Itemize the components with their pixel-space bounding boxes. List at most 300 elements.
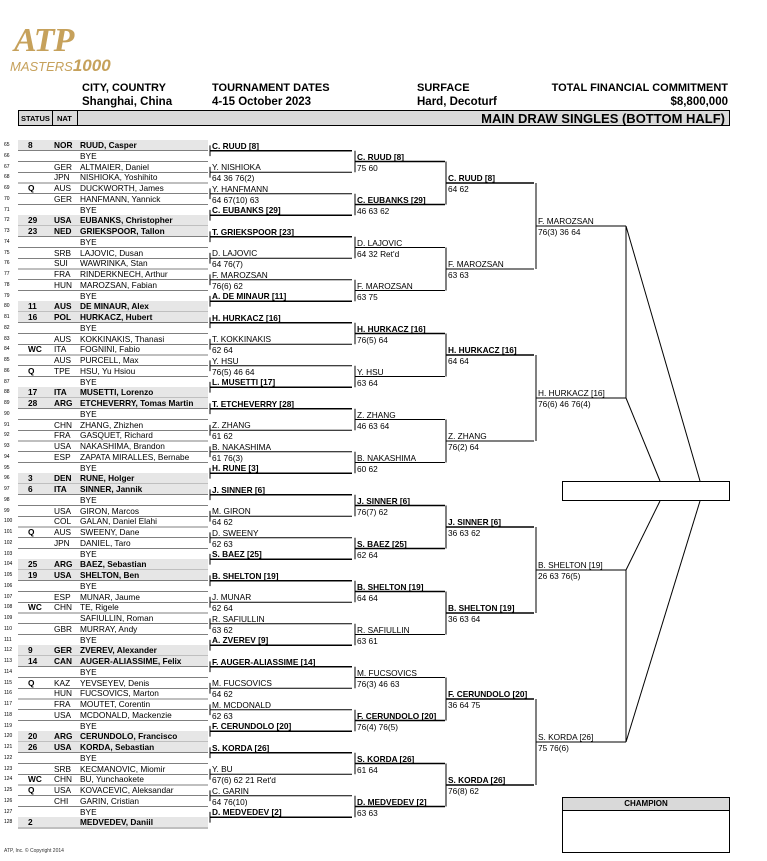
nationality: GER	[54, 645, 72, 656]
match-score: 63 62	[212, 624, 233, 635]
draw-position: 103	[4, 550, 13, 557]
nationality: HUN	[54, 279, 72, 290]
draw-row	[4, 441, 208, 451]
winner-name: Z. ZHANG	[212, 420, 251, 431]
draw-row	[4, 516, 208, 527]
nationality: SRB	[54, 247, 72, 258]
seed-status: WC	[28, 774, 42, 785]
match-score: 64 62	[212, 517, 233, 528]
player-name: BYE	[80, 204, 97, 215]
player-name: BYE	[80, 290, 97, 301]
nationality: ESP	[54, 451, 71, 462]
winner-name: D. SWEENY	[212, 527, 259, 538]
draw-position: 94	[4, 453, 10, 460]
winner-name: C. RUUD [8]	[448, 173, 496, 183]
player-name: DANIEL, Taro	[80, 537, 131, 548]
player-name: BYE	[80, 150, 97, 161]
winner-name: D. LAJOVIC	[357, 237, 403, 248]
player-name: GASQUET, Richard	[80, 430, 153, 441]
player-name: PURCELL, Max	[80, 355, 139, 365]
nationality: ARG	[54, 398, 73, 408]
winner-name: Z. ZHANG	[448, 431, 487, 441]
player-name: BYE	[80, 752, 97, 763]
draw-row	[4, 720, 208, 731]
winner-name: J. MUNAR	[212, 592, 252, 603]
draw-position: 79	[4, 292, 10, 299]
winner-name: M. MCDONALD	[212, 699, 272, 710]
player-name: CERUNDOLO, Francisco	[80, 731, 178, 742]
draw-row	[4, 548, 208, 559]
winner-name: B. NAKASHIMA	[212, 441, 272, 452]
draw-position: 105	[4, 572, 13, 578]
player-name: GARIN, Cristian	[80, 795, 140, 806]
nationality: FRA	[54, 699, 71, 709]
player-name: MURRAY, Andy	[80, 623, 138, 634]
winner-name: B. SHELTON [19]	[538, 560, 603, 570]
draw-position: 100	[4, 518, 13, 525]
player-name: BYE	[80, 494, 97, 505]
bracket-line	[626, 501, 700, 742]
match-score: 67(6) 62 21 Ret'd	[212, 775, 276, 786]
draw-position: 108	[4, 604, 13, 611]
player-name: RUUD, Casper	[80, 140, 137, 150]
draw-position: 115	[4, 679, 12, 686]
winner-name: L. MUSETTI [17]	[212, 377, 276, 388]
nationality: CAN	[54, 656, 72, 666]
nationality: AUS	[54, 527, 72, 537]
draw-position: 90	[4, 410, 10, 417]
draw-row	[4, 451, 208, 462]
winner-name: F. CERUNDOLO [20]	[357, 710, 437, 721]
seed-status: 3	[28, 473, 33, 484]
player-name: GRIEKSPOOR, Tallon	[80, 226, 165, 236]
seed-status: 14	[28, 656, 38, 666]
winner-name: D. LAJOVIC	[212, 248, 258, 259]
draw-row	[4, 312, 208, 322]
draw-row	[4, 494, 208, 505]
nationality: ARG	[54, 559, 73, 570]
seed-status: 9	[28, 645, 33, 656]
draw-row	[4, 580, 208, 591]
draw-row	[4, 301, 208, 312]
match-score: 61 76(3)	[212, 452, 243, 463]
match-score: 36 63 62	[448, 528, 481, 538]
player-name: FUCSOVICS, Marton	[80, 688, 159, 699]
match-score: 63 75	[357, 291, 378, 302]
draw-row	[4, 355, 208, 365]
seed-status: 6	[28, 484, 33, 494]
draw-row	[4, 365, 208, 376]
winner-name: M. GIRON	[212, 506, 251, 517]
draw-row	[4, 247, 208, 258]
winner-name: F. AUGER-ALIASSIME [14]	[212, 656, 316, 667]
winner-name: Y. HSU	[212, 355, 239, 366]
winner-name: S. KORDA [26]	[212, 742, 270, 753]
draw-row	[4, 344, 208, 355]
seed-status: 25	[28, 559, 38, 570]
winner-name: H. HURKACZ [16]	[448, 345, 517, 355]
draw-position: 98	[4, 496, 10, 503]
draw-row	[4, 161, 208, 172]
player-name: MUSETTI, Lorenzo	[80, 387, 154, 398]
draw-position: 75	[4, 249, 10, 256]
draw-position: 96	[4, 475, 10, 482]
player-name: KORDA, Sebastian	[80, 742, 155, 752]
draw-row	[4, 140, 208, 150]
winner-name: Z. ZHANG	[357, 409, 396, 420]
draw-row	[4, 645, 208, 656]
winner-name: F. MAROZSAN	[212, 269, 268, 280]
match-score: 64 76(7)	[212, 259, 243, 270]
draw-row	[4, 817, 208, 828]
draw-position: 114	[4, 668, 12, 675]
champion-label: CHAMPION	[563, 798, 729, 811]
draw-position: 85	[4, 357, 10, 363]
draw-row	[4, 731, 208, 742]
draw-position: 66	[4, 152, 10, 159]
draw-position: 72	[4, 217, 10, 224]
seed-status: 20	[28, 731, 38, 742]
winner-name: B. SHELTON [19]	[448, 603, 515, 613]
draw-position: 99	[4, 507, 10, 514]
player-name: BYE	[80, 236, 97, 247]
draw-position: 118	[4, 711, 12, 718]
match-score: 63 64	[357, 377, 378, 388]
winner-name: D. MEDVEDEV [2]	[212, 807, 282, 818]
nationality: ITA	[54, 484, 67, 494]
surface-label: SURFACE	[417, 82, 470, 94]
nationality: KAZ	[54, 677, 71, 688]
draw-position: 81	[4, 314, 10, 320]
match-score: 36 64 75	[448, 700, 481, 710]
winner-name: J. SINNER [6]	[212, 484, 266, 495]
dates-value: 4-15 October 2023	[212, 96, 312, 108]
nationality: USA	[54, 785, 72, 795]
bracket-line	[626, 226, 700, 481]
draw-row	[4, 795, 208, 806]
winner-name: T. KOKKINAKIS	[212, 334, 272, 345]
draw-row	[4, 183, 208, 193]
nationality: FRA	[54, 430, 71, 441]
draw-row	[4, 333, 208, 344]
surface-value: Hard, Decoturf	[417, 96, 497, 108]
draw-row	[4, 602, 208, 613]
winner-name: R. SAFIULLIN	[212, 613, 265, 624]
nationality: ITA	[54, 344, 67, 355]
winner-name: F. MAROZSAN	[357, 280, 413, 291]
player-name: BAEZ, Sebastian	[80, 559, 147, 570]
seed-status: Q	[28, 527, 35, 537]
draw-row	[4, 408, 208, 419]
draw-row	[4, 258, 208, 269]
player-name: BYE	[80, 408, 97, 419]
draw-position: 88	[4, 389, 10, 396]
player-name: SHELTON, Ben	[80, 570, 140, 580]
nationality: JPN	[54, 172, 70, 183]
match-score: 61 62	[212, 431, 233, 442]
player-name: ZHANG, Zhizhen	[80, 419, 144, 430]
draw-row	[4, 172, 208, 183]
seed-status: 29	[28, 215, 38, 226]
nationality: USA	[54, 709, 72, 720]
winner-name: Y. HANFMANN	[212, 183, 269, 194]
player-name: LAJOVIC, Dusan	[80, 247, 144, 258]
bracket-line	[626, 501, 660, 570]
nationality: FRA	[54, 269, 71, 279]
seed-status: 19	[28, 570, 38, 580]
draw-row	[4, 193, 208, 204]
draw-position: 122	[4, 754, 13, 761]
draw-row	[4, 763, 208, 774]
draw-row	[4, 752, 208, 763]
draw-position: 123	[4, 765, 13, 772]
player-name: SWEENY, Dane	[80, 527, 140, 537]
seed-status: 26	[28, 742, 38, 752]
draw-row	[4, 419, 208, 430]
draw-row	[4, 774, 208, 785]
winner-name: J. SINNER [6]	[448, 517, 502, 527]
winner-name: C. GARIN	[212, 785, 249, 796]
nationality: COL	[54, 516, 72, 527]
winner-name: C. RUUD [8]	[357, 151, 405, 162]
winner-name: F. CERUNDOLO [20]	[212, 721, 292, 732]
winner-name: R. SAFIULLIN	[357, 624, 410, 635]
winner-name: T. GRIEKSPOOR [23]	[212, 226, 295, 237]
winner-name: H. HURKACZ [16]	[212, 312, 281, 323]
match-score: 75 60	[357, 162, 378, 173]
logo-atp: ATP	[14, 22, 74, 59]
winner-name: M. FUCSOVICS	[357, 667, 417, 678]
match-score: 26 63 76(5)	[538, 571, 581, 581]
winner-name: S. KORDA [26]	[357, 753, 415, 764]
nationality: USA	[54, 742, 72, 752]
draw-position: 80	[4, 303, 10, 310]
player-name: ZVEREV, Alexander	[80, 645, 157, 656]
draw-position: 120	[4, 733, 13, 740]
nationality: GER	[54, 193, 72, 204]
match-score: 76(4) 76(5)	[357, 721, 399, 732]
draw-row	[4, 236, 208, 247]
match-score: 64 76(10)	[212, 796, 248, 807]
player-name: NAKASHIMA, Brandon	[80, 441, 165, 451]
player-name: HANFMANN, Yannick	[80, 193, 161, 204]
player-name: WAWRINKA, Stan	[80, 258, 148, 269]
draw-position: 101	[4, 529, 13, 535]
match-score: 62 64	[212, 345, 233, 356]
winner-name: F. MAROZSAN	[538, 216, 594, 226]
draw-position: 102	[4, 539, 13, 546]
draw-row	[4, 226, 208, 236]
draw-position: 77	[4, 271, 10, 277]
winner-name: B. SHELTON [19]	[357, 581, 424, 592]
winner-name: J. SINNER [6]	[357, 495, 411, 506]
player-name: DUCKWORTH, James	[80, 183, 164, 193]
draw-position: 68	[4, 174, 10, 181]
player-name: BYE	[80, 720, 97, 731]
draw-position: 67	[4, 163, 10, 170]
draw-row	[4, 559, 208, 570]
match-score: 64 62	[212, 689, 233, 700]
player-name: BYE	[80, 376, 97, 387]
player-name: GIRON, Marcos	[80, 505, 140, 516]
seed-status: Q	[28, 677, 35, 688]
player-name: MCDONALD, Mackenzie	[80, 709, 172, 720]
seed-status: Q	[28, 785, 35, 795]
match-score: 36 63 64	[448, 614, 481, 624]
draw-position: 104	[4, 561, 13, 568]
player-name: BYE	[80, 806, 97, 817]
winner-name: S. KORDA [26]	[448, 775, 506, 785]
status-header: STATUS	[21, 114, 50, 123]
draw-row	[4, 537, 208, 548]
nationality: HUN	[54, 688, 72, 699]
winner-name: S. BAEZ [25]	[357, 538, 407, 549]
winner-name: B. SHELTON [19]	[212, 570, 279, 581]
match-score: 62 64	[212, 603, 233, 614]
player-name: ZAPATA MIRALLES, Bernabe	[80, 451, 190, 462]
draw-position: 128	[4, 819, 13, 826]
match-score: 64 32 Ret'd	[357, 248, 400, 259]
nationality: SRB	[54, 763, 72, 774]
player-name: HURKACZ, Hubert	[80, 312, 153, 322]
nationality: TPE	[54, 365, 71, 376]
nationality: USA	[54, 441, 72, 451]
copyright-text: ATP, Inc. © Copyright 2014	[4, 848, 64, 854]
draw-position: 113	[4, 658, 12, 664]
player-name: RUNE, Holger	[80, 473, 135, 484]
draw-position: 93	[4, 443, 10, 449]
dates-label: TOURNAMENT DATES	[212, 82, 330, 94]
draw-position: 126	[4, 797, 13, 804]
nat-header: NAT	[57, 114, 72, 123]
winner-name: T. ETCHEVERRY [28]	[212, 398, 295, 409]
draw-row	[4, 279, 208, 290]
match-score: 63 61	[357, 635, 378, 646]
player-name: MEDVEDEV, Daniil	[80, 817, 154, 828]
nationality: JPN	[54, 537, 70, 548]
draw-position: 69	[4, 185, 10, 191]
logo-masters: MASTERS1000	[10, 56, 111, 75]
nationality: NED	[54, 226, 72, 236]
player-name: SINNER, Jannik	[80, 484, 143, 494]
draw-position: 86	[4, 367, 10, 374]
draw-position: 110	[4, 625, 12, 632]
nationality: DEN	[54, 473, 72, 484]
winner-name: Y. HSU	[357, 366, 384, 377]
seed-status: 28	[28, 398, 38, 408]
draw-row	[4, 806, 208, 817]
nationality: ITA	[54, 387, 67, 398]
seed-status: WC	[28, 344, 42, 355]
match-score: 76(5) 46 64	[212, 366, 255, 377]
draw-row	[4, 290, 208, 301]
draw-position: 109	[4, 615, 13, 621]
draw-row	[4, 484, 208, 494]
player-name: EUBANKS, Christopher	[80, 215, 173, 226]
player-name: BYE	[80, 634, 97, 645]
draw-row	[4, 462, 208, 473]
match-score: 60 62	[357, 463, 378, 474]
draw-position: 121	[4, 744, 13, 750]
draw-position: 76	[4, 260, 10, 267]
player-name: MOUTET, Corentin	[80, 699, 151, 709]
bracket-line	[626, 398, 660, 481]
draw-position: 87	[4, 378, 10, 385]
player-name: AUGER-ALIASSIME, Felix	[80, 656, 182, 666]
seed-status: 2	[28, 817, 33, 828]
match-score: 64 62	[448, 184, 469, 194]
city-value: Shanghai, China	[82, 96, 173, 108]
match-score: 64 67(10) 63	[212, 194, 260, 205]
player-name: MUNAR, Jaume	[80, 591, 140, 602]
draw-position: 124	[4, 776, 13, 783]
winner-name: A. DE MINAUR [11]	[212, 291, 287, 302]
draw-position: 125	[4, 787, 13, 793]
draw-position: 97	[4, 486, 10, 492]
draw-position: 111	[4, 636, 12, 643]
draw-position: 91	[4, 421, 10, 428]
winner-name: H. HURKACZ [16]	[538, 388, 605, 398]
financial-label: TOTAL FINANCIAL COMMITMENT	[551, 82, 728, 94]
player-name: KECMANOVIC, Miomir	[80, 763, 166, 774]
seed-status: WC	[28, 602, 42, 613]
player-name: ETCHEVERRY, Tomas Martin	[80, 398, 194, 408]
draw-title: MAIN DRAW SINGLES (BOTTOM HALF)	[481, 111, 725, 126]
winner-name: C. EUBANKS [29]	[357, 194, 426, 205]
match-score: 62 63	[212, 538, 233, 549]
draw-position: 83	[4, 335, 10, 342]
match-score: 76(5) 64	[357, 334, 388, 345]
match-score: 63 63	[357, 807, 378, 818]
nationality: POL	[54, 312, 72, 322]
draw-position: 127	[4, 808, 13, 815]
draw-row	[4, 656, 208, 666]
seed-status: 16	[28, 312, 38, 322]
nationality: ARG	[54, 731, 73, 742]
nationality: AUS	[54, 183, 72, 193]
nationality: CHN	[54, 602, 72, 613]
draw-position: 78	[4, 281, 10, 288]
winner-name: S. KORDA [26]	[538, 732, 594, 742]
player-name: SAFIULLIN, Roman	[80, 613, 154, 623]
winner-name: H. HURKACZ [16]	[357, 323, 426, 334]
player-name: BYE	[80, 548, 97, 559]
draw-row	[4, 623, 208, 634]
winner-name: M. FUCSOVICS	[212, 678, 272, 689]
draw-position: 95	[4, 464, 10, 471]
financial-value: $8,800,000	[670, 96, 728, 108]
seed-status: Q	[28, 183, 35, 193]
draw-row	[4, 150, 208, 161]
draw-position: 65	[4, 142, 10, 148]
nationality: ESP	[54, 591, 71, 602]
draw-row	[4, 677, 208, 688]
draw-row	[4, 430, 208, 441]
draw-row	[4, 473, 208, 484]
winner-name: C. RUUD [8]	[212, 140, 260, 151]
draw-position: 119	[4, 722, 12, 729]
draw-position: 107	[4, 593, 13, 600]
nationality: CHI	[54, 795, 69, 806]
nationality: SUI	[54, 258, 68, 269]
draw-row	[4, 505, 208, 516]
nationality: USA	[54, 505, 72, 516]
player-name: KOKKINAKIS, Thanasi	[80, 333, 165, 344]
winner-name: H. RUNE [3]	[212, 463, 259, 474]
draw-row	[4, 591, 208, 602]
nationality: USA	[54, 215, 72, 226]
nationality: NOR	[54, 140, 73, 150]
